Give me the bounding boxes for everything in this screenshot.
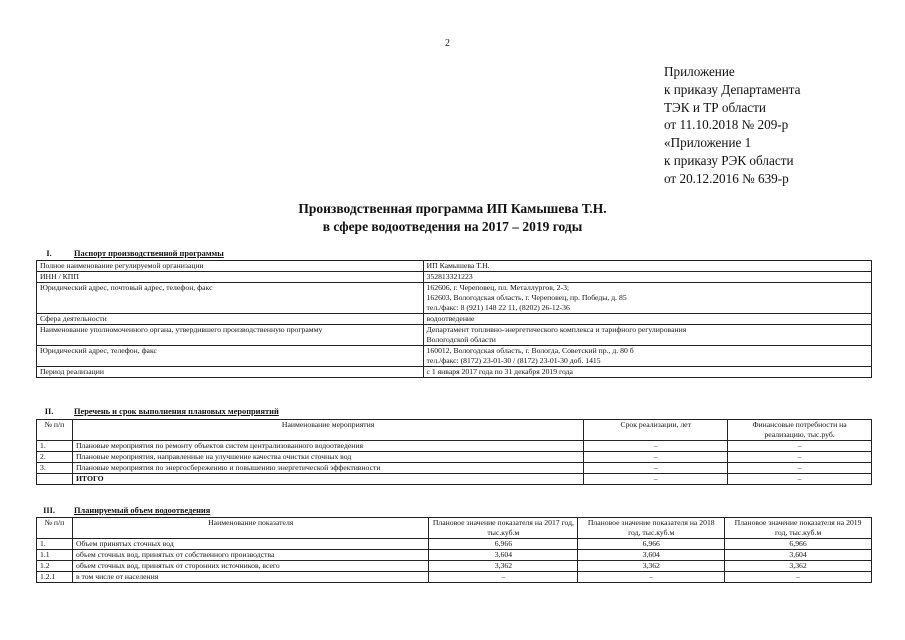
cell-2018: – <box>578 572 725 583</box>
section-3-heading <box>36 506 536 517</box>
row-label: Юридический адрес, телефон, факс <box>37 346 424 367</box>
cell-finance: – <box>728 452 872 463</box>
cell-2018: 6,966 <box>578 539 725 550</box>
appendix-block <box>664 63 800 188</box>
value-line: 352813321223 <box>426 272 473 281</box>
row-value <box>423 346 871 367</box>
value-line: 162606, г. Череповец, пл. Металлургов, 2-3; <box>426 283 570 292</box>
row-value <box>423 314 871 325</box>
row-value <box>423 325 871 346</box>
cell-num: 3. <box>37 463 73 474</box>
col-header-2017: Плановое значение показателя на 2017 год, тыс.куб.м <box>429 518 578 539</box>
appendix-line: ТЭК и ТР области <box>664 99 766 115</box>
row-value <box>423 283 871 314</box>
cell-num: 1. <box>37 441 73 452</box>
title-line-2: в сфере водоотведения на 2017 – 2019 годы <box>322 219 583 234</box>
cell-2017: 3,604 <box>429 550 578 561</box>
table-header-row <box>37 420 872 441</box>
cell-finance: – <box>728 441 872 452</box>
table-row <box>37 539 872 550</box>
cell-term: – <box>584 474 728 485</box>
cell-name: Плановые мероприятия по ремонту объектов систем централизованного водоотведения <box>72 441 583 452</box>
cell-2019: 3,604 <box>725 550 872 561</box>
table-row <box>37 572 872 583</box>
cell-finance: – <box>728 463 872 474</box>
appendix-line: «Приложение 1 <box>664 135 752 151</box>
cell-2017: 6,966 <box>429 539 578 550</box>
title-line-1: Производственная программа ИП Камышева Т.Н. <box>298 201 607 216</box>
table-row <box>37 261 872 272</box>
value-line: с 1 января 2017 года по 31 декабря 2019 года <box>426 367 573 376</box>
row-label: Наименование уполномоченного органа, утвердившего производственную программу <box>37 325 424 346</box>
col-header-name: Наименование мероприятия <box>72 420 583 441</box>
cell-num <box>37 474 73 485</box>
table-header-row <box>37 518 872 539</box>
value-line: ИП Камышева Т.Н. <box>426 261 490 270</box>
cell-name: объем сточных вод, принятых от сторонних источников, всего <box>72 561 429 572</box>
table-row <box>37 325 872 346</box>
passport-table <box>36 260 872 378</box>
section-title: Планируемый объем водоотведения <box>74 506 211 515</box>
appendix-line: к приказу РЭК области <box>664 152 794 168</box>
cell-term: – <box>584 463 728 474</box>
volume-table <box>36 517 872 583</box>
col-header-num: № п/п <box>37 420 73 441</box>
row-value <box>423 261 871 272</box>
cell-name: Плановые мероприятия, направленные на улучшение качества очистки сточных вод <box>72 452 583 463</box>
cell-2018: 3,604 <box>578 550 725 561</box>
cell-2018: 3,362 <box>578 561 725 572</box>
document-title <box>0 200 905 236</box>
row-label: Сфера деятельности <box>37 314 424 325</box>
appendix-line: от 20.12.2016 № 639-р <box>664 170 789 186</box>
cell-term: – <box>584 441 728 452</box>
value-line: тел./факс: (8172) 23-01-30 / (8172) 23-01-30 доб. 1415 <box>426 356 601 365</box>
table-row <box>37 452 872 463</box>
table-row <box>37 272 872 283</box>
cell-num: 1.1 <box>37 550 73 561</box>
table-row <box>37 561 872 572</box>
row-label: Юридический адрес, почтовый адрес, телефон, факс <box>37 283 424 314</box>
table-row <box>37 314 872 325</box>
cell-num: 2. <box>37 452 73 463</box>
table-row <box>37 441 872 452</box>
value-line: Вологодской области <box>426 335 496 344</box>
cell-name: ИТОГО <box>72 474 583 485</box>
cell-2017: – <box>429 572 578 583</box>
value-line: тел./факс: 8 (921) 148 22 11, (8202) 26-12-36 <box>426 303 570 312</box>
section-number: III. <box>43 506 55 515</box>
row-value <box>423 367 871 378</box>
section-title: Паспорт производственной программы <box>74 249 224 258</box>
section-number: II. <box>44 407 54 416</box>
table-row-total <box>37 474 872 485</box>
row-label: ИНН / КПП <box>37 272 424 283</box>
col-header-num: № п/п <box>37 518 73 539</box>
col-header-term: Срок реализации, лет <box>584 420 728 441</box>
cell-2019: 6,966 <box>725 539 872 550</box>
value-line: Департамент топливно-энергетического комплекса и тарифного регулирования <box>426 325 687 334</box>
table-row <box>37 346 872 367</box>
cell-term: – <box>584 452 728 463</box>
cell-num: 1.2 <box>37 561 73 572</box>
section-1-heading <box>36 249 436 260</box>
row-label: Период реализации <box>37 367 424 378</box>
appendix-line: от 11.10.2018 № 209-р <box>664 117 789 133</box>
cell-num: 1.2.1 <box>37 572 73 583</box>
col-header-name: Наименование показателя <box>72 518 429 539</box>
value-line: водоотведение <box>426 314 475 323</box>
row-value <box>423 272 871 283</box>
col-header-finance: Финансовые потребности на реализацию, тыс.руб. <box>728 420 872 441</box>
section-title: Перечень и срок выполнения плановых мероприятий <box>74 407 279 416</box>
table-row <box>37 550 872 561</box>
col-header-2018: Плановое значение показателя на 2018 год, тыс.куб.м <box>578 518 725 539</box>
table-row <box>37 463 872 474</box>
cell-name: в том числе от населения <box>72 572 429 583</box>
cell-2019: 3,362 <box>725 561 872 572</box>
col-header-2019: Плановое значение показателя на 2019 год, тыс.куб.м <box>725 518 872 539</box>
table-row <box>37 283 872 314</box>
appendix-line: Приложение <box>664 64 735 79</box>
value-line: 162603, Вологодская область, г. Череповец, пр. Победы, д. 85 <box>426 293 627 302</box>
section-2-heading <box>36 407 536 418</box>
cell-2019: – <box>725 572 872 583</box>
cell-name: объем сточных вод, принятых от собственного производства <box>72 550 429 561</box>
row-label: Полное наименование регулируемой организации <box>37 261 424 272</box>
cell-name: Плановые мероприятия по энергосбережению и повышению энергетической эффективности <box>72 463 583 474</box>
section-number: I. <box>46 249 52 258</box>
cell-num: 1. <box>37 539 73 550</box>
table-row <box>37 367 872 378</box>
page-number: 2 <box>445 38 450 49</box>
appendix-line: к приказу Департамента <box>664 81 801 97</box>
measures-table <box>36 419 872 485</box>
cell-finance: – <box>728 474 872 485</box>
cell-name: Объем принятых сточных вод <box>72 539 429 550</box>
cell-2017: 3,362 <box>429 561 578 572</box>
value-line: 160012, Вологодская область, г. Вологда, Советский пр., д. 80 б <box>426 346 634 355</box>
